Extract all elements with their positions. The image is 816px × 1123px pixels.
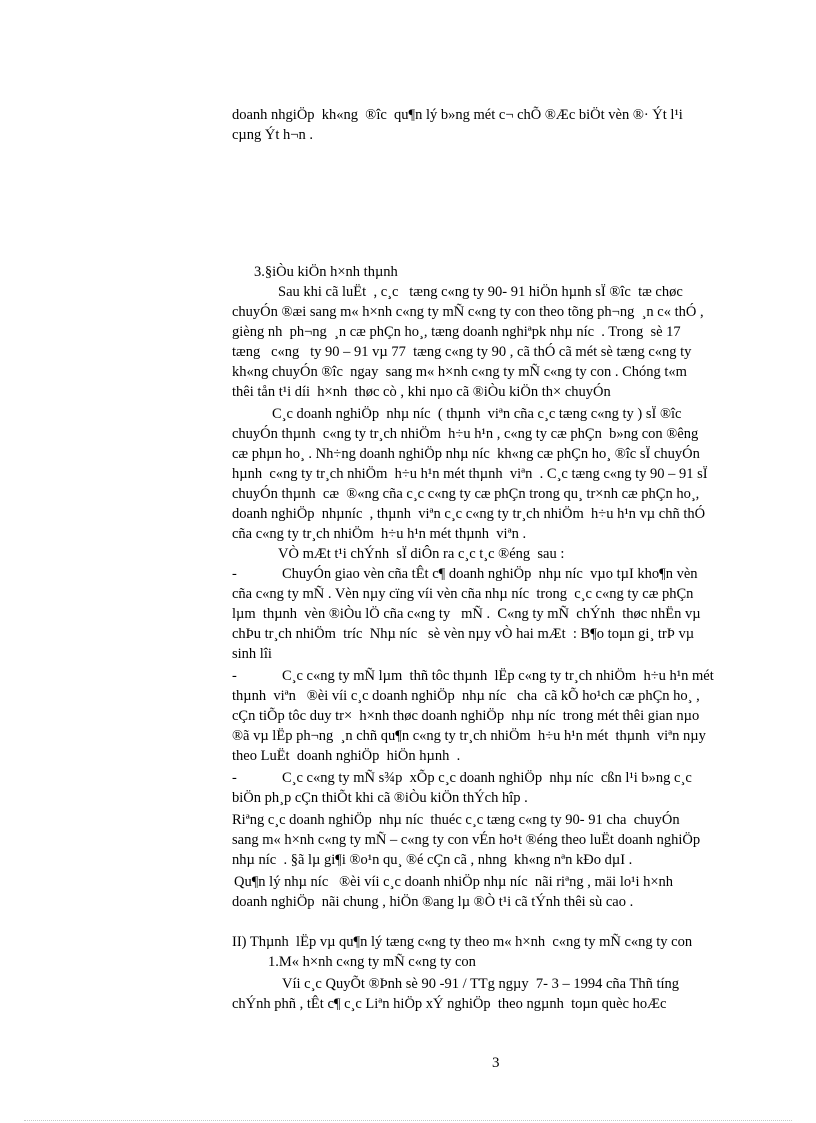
text-line: Qu¶n lý nhµ níc ®èi víi c¸c doanh nhiÖp nhµ níc nãi riªng , mäi lo¹i h×nh — [234, 874, 674, 890]
text-line: C¸c c«ng ty mÑ lµm thñ tôc thµnh lËp c«ng ty tr¸ch nhiÖm h÷u h¹n mét — [282, 668, 714, 684]
text-line: cµng Ýt h¬n . — [232, 127, 313, 143]
text-line: biÖn ph¸p cÇn thiÕt khi cã ®iÒu kiÖn thÝch hîp . — [232, 790, 528, 806]
text-line: ChuyÓn giao vèn cña tÊt c¶ doanh nghiÖp nhµ níc vµo tµI kho¶n vèn — [282, 566, 698, 582]
text-line: C¸c c«ng ty mÑ s¾p xÕp c¸c doanh nghiÖp nhµ níc cßn l¹i b»ng c¸c — [282, 770, 692, 786]
text-line: kh«ng chuyÓn ®îc ngay sang m« h×nh c«ng ty mÑ c«ng ty con . Chóng t«m — [232, 364, 687, 380]
text-line: thêi tån t¹i díi h×nh thøc cò , khi nµo cã ®iÒu kiÖn th× chuyÓn — [232, 384, 611, 400]
text-line: cÇn tiÕp tôc duy tr× h×nh thøc doanh nghiÖp nhµ níc trong mét thêi gian nµo — [232, 708, 700, 724]
text-line: doanh nhgiÖp kh«ng ®îc qu¶n lý b»ng mét c¬ chÕ ®Æc biÖt vèn ®· Ýt l¹i — [232, 107, 683, 123]
page-bottom-rule — [24, 1120, 792, 1121]
text-line: Víi c¸c QuyÕt ®Þnh sè 90 -91 / TTg ngµy 7- 3 – 1994 cña Thñ tíng — [282, 976, 680, 992]
text-line: Riªng c¸c doanh nghiÖp nhµ níc thuéc c¸c tæng c«ng ty 90- 91 cha chuyÓn — [232, 812, 680, 828]
text-line: cña c«ng ty mÑ . Vèn nµy cïng víi vèn cña nhµ níc trong c¸c c«ng ty cæ phÇn — [232, 586, 694, 602]
text-line: Sau khi cã luËt , c¸c tæng c«ng ty 90- 91 hiÖn hµnh sÏ ®îc tæ chøc — [278, 284, 683, 300]
page-number: 3 — [492, 1055, 500, 1071]
text-line: chÝnh phñ , tÊt c¶ c¸c Liªn hiÖp xÝ nghiÖp theo ngµnh toµn quèc hoÆc — [232, 996, 667, 1012]
section-heading: 3.§iÒu kiÖn h×nh thµnh — [254, 264, 398, 280]
section-heading: II) Thµnh lËp vµ qu¶n lý tæng c«ng ty theo m« h×nh c«ng ty mÑ c«ng ty con — [232, 934, 693, 950]
bullet-dash: - — [232, 770, 237, 786]
text-line: chuyÓn thµnh cæ ®«ng cña c¸c c«ng ty cæ phÇn trong qu¸ tr×nh cæ phÇn ho¸, — [232, 486, 700, 502]
text-line: doanh nghiÖp nãi chung , hiÖn ®ang lµ ®Ò t¹i cã tÝnh thêi sù cao . — [232, 894, 634, 910]
text-line: chuyÓn ®æi sang m« h×nh c«ng ty mÑ c«ng ty con theo tõng ph¬ng ¸n c« thÓ , — [232, 304, 704, 320]
bullet-dash: - — [232, 668, 237, 684]
text-line: cæ phµn ho¸ . Nh÷ng doanh nghiÖp nhµ níc kh«ng cæ phÇn ho¸ ®îc sÏ chuyÓn — [232, 446, 700, 462]
text-line: VÒ mÆt t¹i chÝnh sÏ diÔn ra c¸c t¸c ®éng sau : — [278, 546, 565, 562]
text-line: theo LuËt doanh nghiÖp hiÖn hµnh . — [232, 748, 461, 764]
text-line: hµnh c«ng ty tr¸ch nhiÖm h÷u h¹n mét thµnh viªn . C¸c tæng c«ng ty 90 – 91 sÏ — [232, 466, 708, 482]
text-line: tæng c«ng ty 90 – 91 vµ 77 tæng c«ng ty 90 , cã thÓ cã mét sè tæng c«ng ty — [232, 344, 692, 360]
text-line: gièng nh ph¬ng ¸n cæ phÇn ho¸, tæng doanh nghiªpk nhµ níc . Trong sè 17 — [232, 324, 681, 340]
text-line: cña c«ng ty tr¸ch nhiÖm h÷u h¹n mét thµnh viªn . — [232, 526, 527, 542]
text-line: sinh lîi — [232, 646, 272, 662]
text-line: ®ã vµ lËp ph¬ng ¸n chñ qu¶n c«ng ty tr¸ch nhiÖm h÷u h¹n mét thµnh viªn nµy — [232, 728, 706, 744]
text-line: doanh nghiÖp nhµníc , thµnh viªn c¸c c«ng ty tr¸ch nhiÖm h÷u h¹n vµ chñ thÓ — [232, 506, 706, 522]
text-line: chÞu tr¸ch nhiÖm tríc Nhµ níc sè vèn nµy vÒ hai mÆt : B¶o toµn gi¸ trÞ vµ — [232, 626, 695, 642]
text-line: lµm thµnh vèn ®iÒu lÖ cña c«ng ty mÑ . C«ng ty mÑ chÝnh thøc nhËn vµ — [232, 606, 701, 622]
text-line: chuyÓn thµnh c«ng ty tr¸ch nhiÖm h÷u h¹n , c«ng ty cæ phÇn b»ng con ®êng — [232, 426, 699, 442]
text-line: thµnh viªn ®èi víi c¸c doanh nghiÖp nhµ níc cha cã kÕ ho¹ch cæ phÇn ho¸ , — [232, 688, 700, 704]
subsection-heading: 1.M« h×nh c«ng ty mÑ c«ng ty con — [268, 954, 476, 970]
bullet-dash: - — [232, 566, 237, 582]
text-line: C¸c doanh nghiÖp nhµ níc ( thµnh viªn cña c¸c tæng c«ng ty ) sÏ ®îc — [272, 406, 682, 422]
text-line: sang m« h×nh c«ng ty mÑ – c«ng ty con vÉn ho¹t ®éng theo luËt doanh nghiÖp — [232, 832, 701, 848]
text-line: nhµ níc . §ã lµ gi¶i ®o¹n qu¸ ®é cÇn cã , nhng kh«ng nªn kÐo dµI . — [232, 852, 633, 868]
